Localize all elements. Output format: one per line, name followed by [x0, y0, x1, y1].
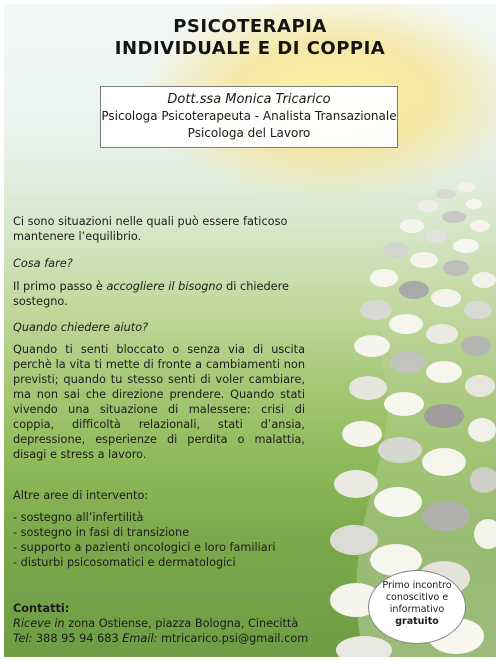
contacts-phone-email: [13, 631, 353, 646]
tel-label: Tel:: [13, 632, 33, 645]
first-step-text: [13, 279, 305, 309]
tel-value: 388 95 94 683: [32, 632, 123, 645]
badge-line1: Primo incontro: [382, 580, 452, 591]
contacts-location: [13, 616, 353, 631]
question-what-to-do: Cosa fare?: [13, 257, 73, 270]
therapist-card: [100, 86, 398, 148]
areas-title: Altre aree di intervento:: [13, 489, 149, 502]
list-item: - sostegno in fasi di transizione: [13, 526, 190, 539]
contacts-label: Contatti:: [13, 602, 70, 615]
first-step-emphasis: accogliere il bisogno: [106, 280, 223, 293]
list-item: - disturbi psicosomatici e dermatologici: [13, 556, 236, 569]
poster-title-line2: INDIVIDUALE E DI COPPIA: [114, 38, 386, 59]
poster: [4, 4, 496, 657]
question-when-help: Quando chiedere aiuto?: [13, 321, 149, 334]
email-value: mtricarico.psi@gmail.com: [157, 632, 309, 645]
areas-list: [13, 510, 305, 570]
badge-line2: conoscitivo e: [385, 592, 449, 603]
list-item: - sostegno all’infertilità: [13, 511, 144, 524]
contacts-section: [13, 601, 353, 646]
free-consultation-badge: [368, 570, 466, 644]
receives-value: zona Ostiense, piazza Bologna, Cinecittà: [64, 617, 299, 630]
therapist-role-secondary: Psicologa del Lavoro: [187, 126, 311, 140]
first-step-post: di chiedere sostegno.: [13, 280, 289, 308]
poster-title-line1: PSICOTERAPIA: [173, 16, 327, 37]
contacts-divider: [13, 594, 301, 595]
intro-text: Ci sono situazioni nelle quali può essere faticoso mantenere l’equilibrio.: [13, 215, 288, 243]
receives-label: Riceve in: [13, 617, 65, 630]
therapist-role-primary: Psicologa Psicoterapeuta - Analista Transazionale: [101, 109, 397, 123]
badge-line3: informativo: [389, 604, 445, 615]
list-item: - supporto a pazienti oncologici e loro familiari: [13, 541, 276, 554]
badge-line4: gratuito: [395, 616, 439, 627]
help-paragraph: Quando ti senti bloccato o senza via di uscita perchè la vita ti mette di fronte a cambiamenti non previsti; quando tu stesso senti di voler cambiare, ma non sai che direzione prendere. Quando stati vivendo una situazione di malessere: crisi di coppia, difficoltà relazionali, stati d’ansia, depressione, esperienze di perdita o malattia, disagi e stress a lavoro.: [13, 343, 305, 461]
first-step-pre: Il primo passo è: [13, 280, 107, 293]
email-label: Email:: [122, 632, 158, 645]
therapist-name: Dott.ssa Monica Tricarico: [167, 92, 331, 107]
